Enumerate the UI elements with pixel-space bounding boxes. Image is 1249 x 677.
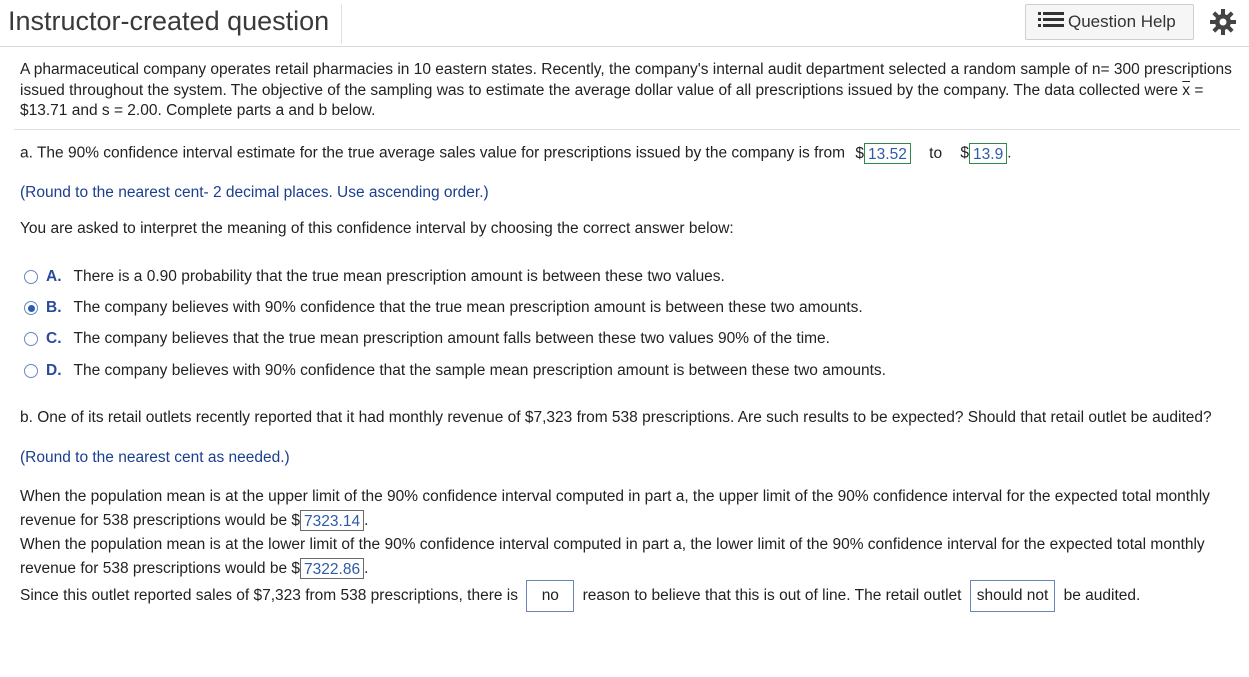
question-help-button[interactable] bbox=[1025, 4, 1194, 40]
audit-select[interactable]: should not bbox=[970, 580, 1056, 612]
option-b[interactable]: B. The company believes with 90% confidence that the true mean prescription amount is between these two amounts. bbox=[24, 299, 863, 317]
intro-text: A pharmaceutical company operates retail pharmacies in 10 eastern states. Recently, the company's internal audit department selected a random sample of n= 300 prescriptions issued throughout the system. The objective of the sampling was to estimate the average dollar value of all prescriptions issued by the company. The data collected were bbox=[20, 61, 1232, 99]
gear-icon[interactable] bbox=[1209, 8, 1237, 36]
part-a-round-note: (Round to the nearest cent- 2 decimal places. Use ascending order.) bbox=[20, 184, 489, 201]
option-c[interactable]: C. The company believes that the true mean prescription amount falls between these two values 90% of the time. bbox=[24, 330, 830, 348]
list-icon bbox=[1038, 11, 1064, 34]
part-a-prompt: a. The 90% confidence interval estimate for the true average sales value for prescriptions issued by the company is from $ 13.52 to $ 13.9 . bbox=[20, 144, 1012, 163]
ci-lower-answer[interactable]: 13.52 bbox=[864, 143, 911, 164]
part-b-round-note: (Round to the nearest cent as needed.) bbox=[20, 449, 290, 466]
radio-a[interactable] bbox=[24, 270, 38, 284]
title-separator bbox=[341, 4, 342, 44]
divider bbox=[14, 129, 1240, 130]
ci-upper-answer[interactable]: 13.9 bbox=[969, 143, 1007, 164]
intro-text-end: = $13.71 and s = 2.00. Complete parts a and b below. bbox=[20, 81, 1204, 119]
xbar-symbol: $\overline{x}$ bbox=[1182, 81, 1191, 99]
page-title: Instructor-created question bbox=[8, 6, 330, 36]
lower-revenue-answer[interactable]: 7322.86 bbox=[300, 558, 364, 579]
part-b-prompt: b. One of its retail outlets recently reported that it had monthly revenue of $7,323 from 538 prescriptions. Are such results to be expected? Should that retail outlet be audited? bbox=[20, 409, 1212, 426]
upper-revenue-text: When the population mean is at the upper limit of the 90% confidence interval computed in part a, the upper limit of the 90% confidence interval for the expected total monthly revenue for 538 prescriptions would be $ 7323.14 . bbox=[20, 488, 1210, 531]
radio-c[interactable] bbox=[24, 332, 38, 346]
reason-select[interactable]: no bbox=[526, 580, 574, 612]
radio-d[interactable] bbox=[24, 364, 38, 378]
header bbox=[0, 0, 1249, 47]
lower-revenue-text: When the population mean is at the lower limit of the 90% confidence interval computed in part a, the lower limit of the 90% confidence interval for the expected total monthly revenue for 538 prescriptions would be $ 7322.86 . bbox=[20, 536, 1205, 579]
radio-b[interactable] bbox=[24, 301, 38, 315]
option-d[interactable]: D. The company believes with 90% confidence that the sample mean prescription amount is between these two amounts. bbox=[24, 362, 886, 380]
conclusion-line: Since this outlet reported sales of $7,323 from 538 prescriptions, there is no reason to believe that this is out of line. The retail outlet should not be audited. bbox=[20, 580, 1140, 612]
question-intro bbox=[20, 60, 1235, 122]
upper-revenue-answer[interactable]: 7323.14 bbox=[300, 510, 364, 531]
interpret-prompt: You are asked to interpret the meaning of this confidence interval by choosing the correct answer below: bbox=[20, 220, 734, 237]
option-a[interactable]: A. There is a 0.90 probability that the true mean prescription amount is between these two values. bbox=[24, 268, 725, 286]
question-help-label: Question Help bbox=[1068, 12, 1176, 31]
